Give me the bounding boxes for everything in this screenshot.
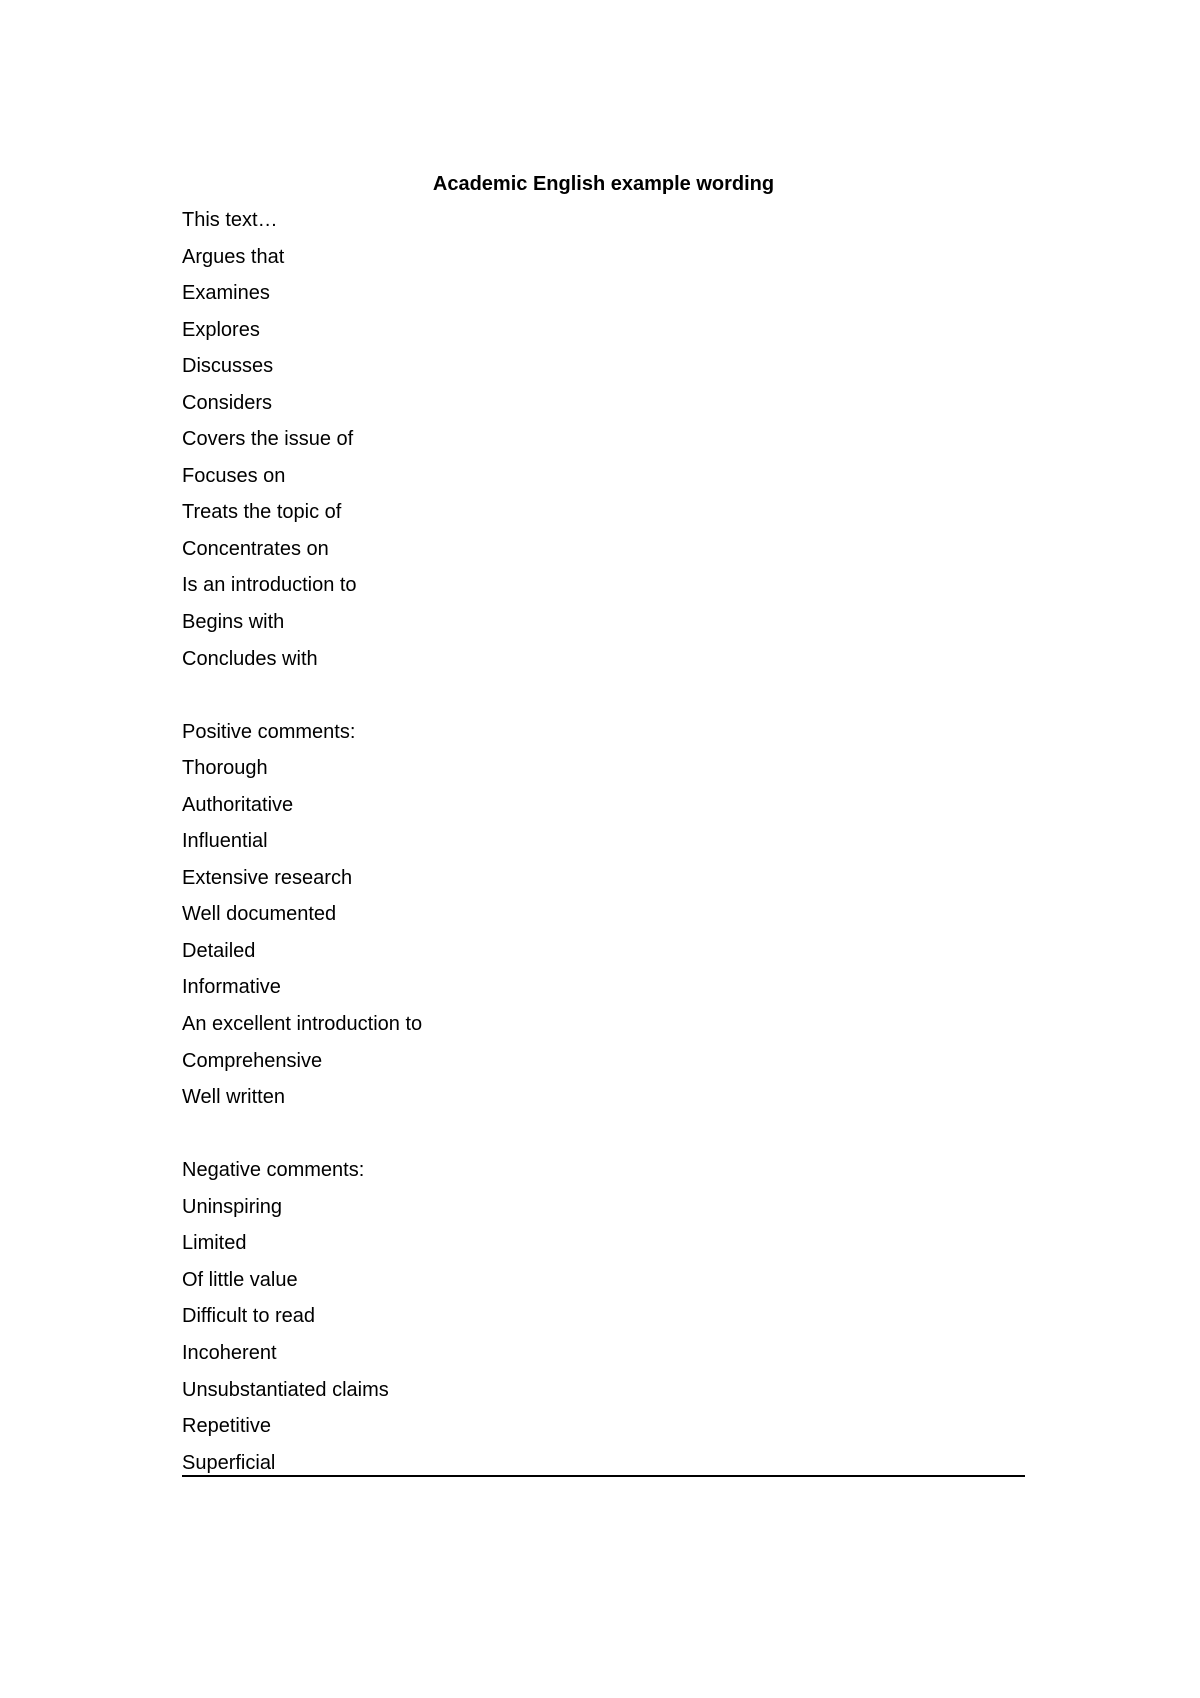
section-heading-this-text: This text… — [182, 209, 278, 231]
list-item: Incoherent — [182, 1341, 277, 1364]
list-item: Extensive research — [182, 866, 353, 889]
list-item: Focuses on — [182, 464, 286, 487]
list-item: Covers the issue of — [182, 428, 354, 451]
list-item: Unsubstantiated claims — [182, 1378, 389, 1401]
list-item: Well written — [182, 1086, 285, 1109]
list-item: Well documented — [182, 903, 337, 926]
list-item: Is an introduction to — [182, 574, 357, 597]
list-item: Limited — [182, 1232, 247, 1255]
document-title: Academic English example wording — [432, 173, 775, 195]
list-item: Considers — [182, 391, 273, 414]
section-heading-positive-comments: Positive comments: — [182, 720, 356, 743]
list-item: Begins with — [182, 611, 285, 634]
section-heading-negative-comments: Negative comments: — [182, 1159, 365, 1182]
list-item: Of little value — [182, 1268, 298, 1291]
bottom-rule — [182, 1475, 1025, 1477]
list-item: Examines — [182, 282, 270, 305]
list-item: Influential — [182, 830, 268, 853]
list-item: Repetitive — [182, 1415, 271, 1438]
list-item: Uninspiring — [182, 1195, 283, 1218]
list-item: Concentrates on — [182, 537, 329, 560]
list-item: Comprehensive — [182, 1049, 323, 1072]
blank-line — [182, 1116, 422, 1153]
list-item: Concludes with — [182, 647, 318, 670]
list-item: Difficult to read — [182, 1305, 316, 1328]
list-item: Detailed — [182, 939, 256, 962]
blank-line — [182, 677, 422, 714]
wording-list — [182, 202, 422, 1481]
list-item: Discusses — [182, 355, 274, 378]
list-item: Explores — [182, 318, 260, 341]
list-item: Informative — [182, 976, 281, 999]
list-item: An excellent introduction to — [182, 1013, 423, 1036]
list-item: Authoritative — [182, 793, 294, 816]
list-item: Argues that — [182, 245, 285, 268]
list-item: Thorough — [182, 757, 268, 780]
list-item: Superficial — [182, 1451, 276, 1474]
list-item: Treats the topic of — [182, 501, 342, 524]
